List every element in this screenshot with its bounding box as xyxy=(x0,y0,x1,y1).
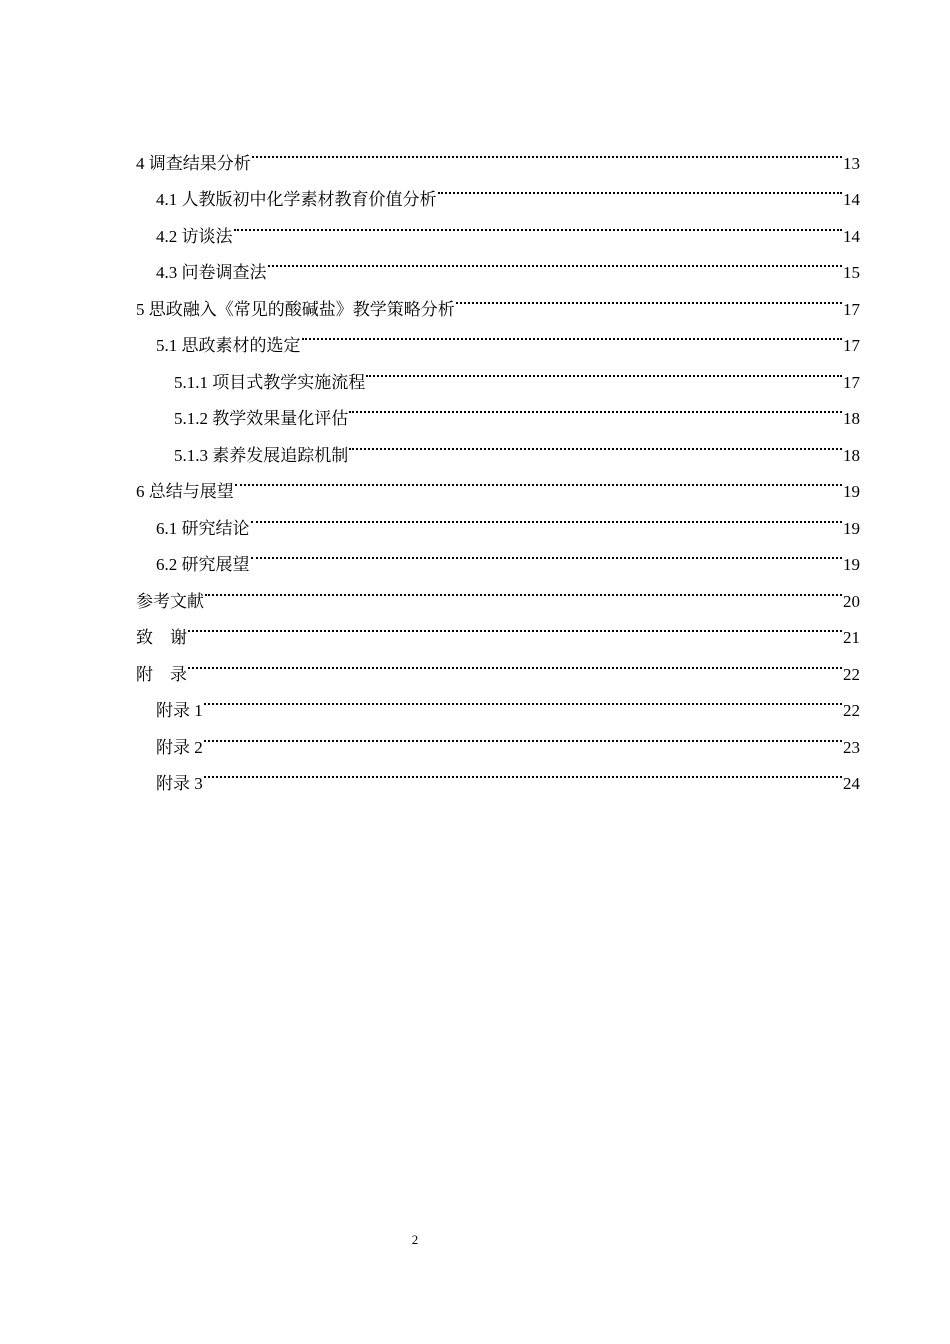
toc-leader-dots xyxy=(204,753,842,790)
toc-entry[interactable] xyxy=(136,643,860,684)
toc-entry[interactable] xyxy=(136,607,860,647)
toc-leader-dots xyxy=(302,315,843,352)
toc-entry-title: 4.3 问卷调查法 xyxy=(156,263,267,282)
toc-leader-dots xyxy=(252,132,842,169)
toc-leader-dots xyxy=(349,388,842,425)
toc-entry-page: 22 xyxy=(843,664,860,684)
toc-entry-title: 6.1 研究结论 xyxy=(156,518,250,538)
toc-entry-page: 23 xyxy=(843,737,860,757)
toc-leader-dots xyxy=(235,461,842,498)
toc-entry[interactable] xyxy=(136,242,860,282)
toc-entry-page: 15 xyxy=(843,263,860,282)
toc-entry[interactable] xyxy=(136,680,860,720)
toc-leader-dots xyxy=(204,716,842,753)
table-of-contents xyxy=(136,132,860,793)
toc-entry-title: 参考文献 xyxy=(136,591,204,611)
toc-entry-page: 17 xyxy=(843,299,860,319)
toc-entry-page: 21 xyxy=(843,628,860,647)
toc-entry-title: 附录 1 xyxy=(156,701,203,720)
toc-entry-page: 20 xyxy=(843,591,860,611)
toc-leader-dots xyxy=(234,205,843,242)
toc-entry-title: 4.2 访谈法 xyxy=(156,226,233,246)
toc-entry-page: 13 xyxy=(843,153,860,173)
toc-entry-title: 附录 3 xyxy=(156,774,203,793)
toc-entry-title: 5 思政融入《常见的酸碱盐》教学策略分析 xyxy=(136,299,455,319)
toc-entry[interactable] xyxy=(136,132,860,173)
toc-leader-dots xyxy=(251,497,843,534)
toc-leader-dots xyxy=(205,570,842,607)
toc-entry-page: 18 xyxy=(843,409,860,428)
toc-leader-dots xyxy=(188,643,842,680)
toc-entry-title: 6 总结与展望 xyxy=(136,482,234,501)
toc-entry[interactable] xyxy=(136,205,860,246)
toc-entry-title: 4 调查结果分析 xyxy=(136,153,251,173)
toc-entry-title: 致 谢 xyxy=(136,628,187,647)
toc-leader-dots xyxy=(438,169,843,206)
footer-page-number: 2 xyxy=(411,1232,419,1247)
toc-entry-page: 19 xyxy=(843,555,860,574)
toc-entry-page: 17 xyxy=(843,372,860,392)
toc-entry-page: 19 xyxy=(843,482,860,501)
toc-entry-title: 附录 2 xyxy=(156,737,203,757)
toc-entry-title: 5.1 思政素材的选定 xyxy=(156,336,301,355)
toc-entry-title: 5.1.1 项目式教学实施流程 xyxy=(174,372,366,392)
toc-entry-title: 附 录 xyxy=(136,664,187,684)
toc-leader-dots xyxy=(204,680,842,717)
toc-leader-dots xyxy=(349,424,842,461)
toc-leader-dots xyxy=(251,534,843,571)
toc-entry-page: 19 xyxy=(843,518,860,538)
toc-entry-title: 5.1.3 素养发展追踪机制 xyxy=(174,445,349,465)
toc-entry-title: 4.1 人教版初中化学素材教育价值分析 xyxy=(156,190,437,209)
toc-entry-page: 18 xyxy=(843,445,860,465)
toc-entry[interactable] xyxy=(136,753,860,793)
toc-leader-dots xyxy=(456,278,842,315)
toc-entry[interactable] xyxy=(136,497,860,538)
toc-leader-dots xyxy=(188,607,842,644)
toc-entry-title: 6.2 研究展望 xyxy=(156,555,250,574)
toc-leader-dots xyxy=(366,351,842,388)
toc-leader-dots xyxy=(268,242,843,279)
toc-entry-page: 14 xyxy=(843,226,860,246)
toc-entry-page: 17 xyxy=(843,336,860,355)
toc-entry[interactable] xyxy=(136,716,860,757)
toc-entry-page: 22 xyxy=(843,701,860,720)
toc-entry-title: 5.1.2 教学效果量化评估 xyxy=(174,409,349,428)
toc-entry-page: 14 xyxy=(843,190,860,209)
toc-entry[interactable] xyxy=(136,570,860,611)
toc-entry-page: 24 xyxy=(843,774,860,793)
toc-entry[interactable] xyxy=(136,461,860,501)
